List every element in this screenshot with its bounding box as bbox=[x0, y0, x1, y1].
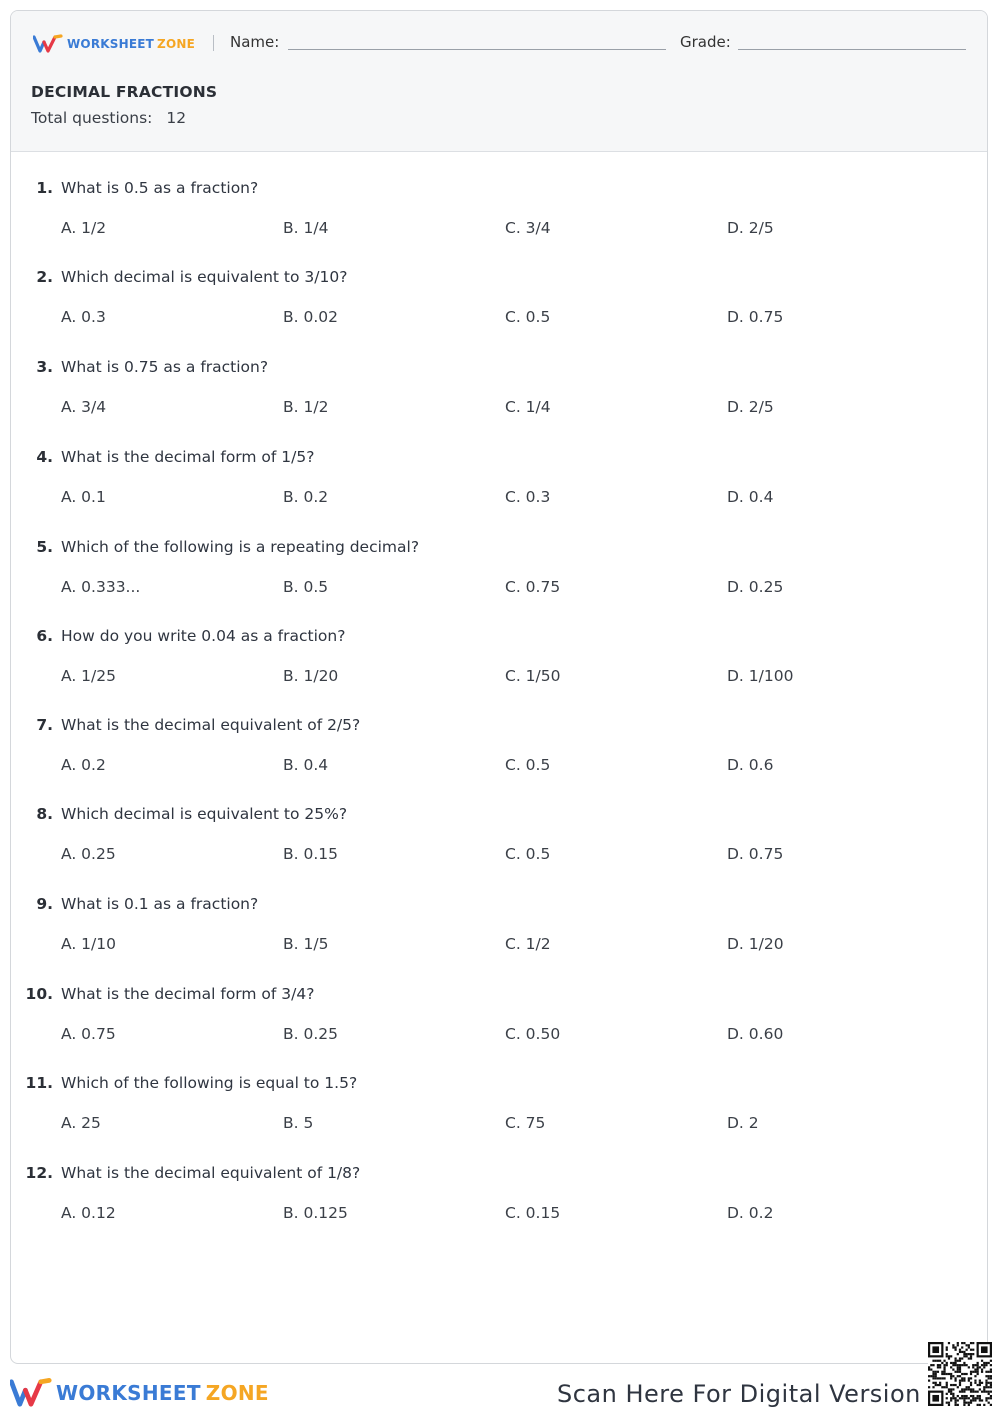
name-label: Name: bbox=[230, 33, 280, 51]
question-item bbox=[11, 358, 988, 438]
question-number: 3. bbox=[36, 358, 53, 376]
answer-option-d[interactable]: D. 2 bbox=[727, 1114, 759, 1132]
total-questions-value: 12 bbox=[166, 109, 187, 127]
answer-option-a[interactable]: A. 3/4 bbox=[61, 398, 107, 416]
answer-option-b[interactable]: B. 0.02 bbox=[283, 308, 338, 326]
answer-option-b[interactable]: B. 1/4 bbox=[283, 219, 329, 237]
question-text: What is the decimal equivalent of 1/8? bbox=[61, 1164, 361, 1182]
answer-option-d[interactable]: D. 2/5 bbox=[727, 219, 774, 237]
question-item bbox=[11, 1074, 988, 1154]
question-number: 8. bbox=[36, 805, 53, 823]
answer-option-c[interactable]: C. 0.15 bbox=[505, 1204, 561, 1222]
answer-option-c[interactable]: C. 0.75 bbox=[505, 578, 561, 596]
answer-option-d[interactable]: D. 0.6 bbox=[727, 756, 774, 774]
question-number: 6. bbox=[36, 627, 53, 645]
question-number: 1. bbox=[36, 179, 53, 197]
answer-option-a[interactable]: A. 0.2 bbox=[61, 756, 106, 774]
question-item bbox=[11, 538, 988, 618]
answer-option-a[interactable]: A. 0.333... bbox=[61, 578, 141, 596]
question-text: What is the decimal equivalent of 2/5? bbox=[61, 716, 361, 734]
w-logo-icon bbox=[33, 34, 63, 54]
question-text: What is 0.1 as a fraction? bbox=[61, 895, 259, 913]
answer-option-d[interactable]: D. 0.25 bbox=[727, 578, 784, 596]
answer-option-a[interactable]: A. 0.1 bbox=[61, 488, 106, 506]
answer-option-b[interactable]: B. 1/2 bbox=[283, 398, 329, 416]
answer-option-c[interactable]: C. 0.3 bbox=[505, 488, 551, 506]
question-text: Which decimal is equivalent to 3/10? bbox=[61, 268, 348, 286]
question-item bbox=[11, 179, 988, 259]
answer-option-b[interactable]: B. 0.4 bbox=[283, 756, 329, 774]
brand-name-part1: WORKSHEET bbox=[67, 37, 155, 51]
answer-option-b[interactable]: B. 1/20 bbox=[283, 667, 339, 685]
answer-option-d[interactable]: D. 2/5 bbox=[727, 398, 774, 416]
answer-option-a[interactable]: A. 0.12 bbox=[61, 1204, 116, 1222]
answer-option-a[interactable]: A. 1/10 bbox=[61, 935, 116, 953]
question-number: 9. bbox=[36, 895, 53, 913]
answer-option-b[interactable]: B. 1/5 bbox=[283, 935, 329, 953]
answer-option-c[interactable]: C. 0.5 bbox=[505, 845, 551, 863]
question-item bbox=[11, 1164, 988, 1244]
answer-option-b[interactable]: B. 0.5 bbox=[283, 578, 329, 596]
answer-option-d[interactable]: D. 1/20 bbox=[727, 935, 784, 953]
question-item bbox=[11, 448, 988, 528]
answer-option-a[interactable]: A. 0.3 bbox=[61, 308, 106, 326]
question-text: What is the decimal form of 3/4? bbox=[61, 985, 315, 1003]
question-number: 7. bbox=[36, 716, 53, 734]
footer-brand-part1: WORKSHEET bbox=[56, 1381, 201, 1405]
question-number: 12. bbox=[25, 1164, 53, 1182]
answer-option-c[interactable]: C. 75 bbox=[505, 1114, 546, 1132]
qr-code-icon[interactable] bbox=[928, 1342, 992, 1406]
answer-option-d[interactable]: D. 0.75 bbox=[727, 845, 784, 863]
total-questions-label: Total questions: bbox=[31, 109, 153, 127]
answer-option-c[interactable]: C. 1/4 bbox=[505, 398, 551, 416]
question-number: 5. bbox=[36, 538, 53, 556]
question-item bbox=[11, 268, 988, 348]
footer-brand-logo bbox=[10, 1376, 269, 1410]
answer-option-c[interactable]: C. 1/2 bbox=[505, 935, 551, 953]
answer-option-c[interactable]: C. 3/4 bbox=[505, 219, 551, 237]
answer-option-b[interactable]: B. 0.25 bbox=[283, 1025, 338, 1043]
answer-option-c[interactable]: C. 0.50 bbox=[505, 1025, 561, 1043]
answer-option-a[interactable]: A. 0.25 bbox=[61, 845, 116, 863]
answer-option-a[interactable]: A. 1/2 bbox=[61, 219, 107, 237]
answer-option-a[interactable]: A. 25 bbox=[61, 1114, 101, 1132]
brand-logo bbox=[33, 33, 195, 55]
footer-brand-part2: ZONE bbox=[205, 1381, 269, 1405]
logo-divider bbox=[213, 35, 214, 51]
question-text: How do you write 0.04 as a fraction? bbox=[61, 627, 346, 645]
question-text: Which of the following is a repeating decimal? bbox=[61, 538, 420, 556]
answer-option-d[interactable]: D. 1/100 bbox=[727, 667, 794, 685]
grade-label: Grade: bbox=[680, 33, 731, 51]
answer-option-d[interactable]: D. 0.75 bbox=[727, 308, 784, 326]
answer-option-c[interactable]: C. 0.5 bbox=[505, 756, 551, 774]
answer-option-c[interactable]: C. 0.5 bbox=[505, 308, 551, 326]
scan-text: Scan Here For Digital Version bbox=[557, 1380, 921, 1408]
answer-option-d[interactable]: D. 0.60 bbox=[727, 1025, 784, 1043]
answer-option-b[interactable]: B. 0.2 bbox=[283, 488, 329, 506]
worksheet-title: DECIMAL FRACTIONS bbox=[31, 83, 218, 101]
question-number: 4. bbox=[36, 448, 53, 466]
question-text: What is 0.5 as a fraction? bbox=[61, 179, 259, 197]
question-text: Which decimal is equivalent to 25%? bbox=[61, 805, 348, 823]
question-number: 2. bbox=[36, 268, 53, 286]
answer-option-b[interactable]: B. 0.15 bbox=[283, 845, 338, 863]
question-text: What is 0.75 as a fraction? bbox=[61, 358, 269, 376]
question-number: 10. bbox=[25, 985, 53, 1003]
question-text: Which of the following is equal to 1.5? bbox=[61, 1074, 358, 1092]
question-item bbox=[11, 627, 988, 707]
total-questions bbox=[31, 109, 186, 127]
brand-name-part2: ZONE bbox=[157, 37, 195, 51]
question-item bbox=[11, 805, 988, 885]
question-number: 11. bbox=[25, 1074, 53, 1092]
answer-option-d[interactable]: D. 0.2 bbox=[727, 1204, 774, 1222]
answer-option-b[interactable]: B. 0.125 bbox=[283, 1204, 348, 1222]
worksheet-header bbox=[11, 11, 987, 152]
question-text: What is the decimal form of 1/5? bbox=[61, 448, 315, 466]
name-field[interactable] bbox=[288, 49, 666, 50]
w-logo-icon bbox=[10, 1377, 52, 1409]
answer-option-d[interactable]: D. 0.4 bbox=[727, 488, 774, 506]
answer-option-b[interactable]: B. 5 bbox=[283, 1114, 314, 1132]
question-item bbox=[11, 716, 988, 796]
question-item bbox=[11, 895, 988, 975]
answer-option-a[interactable]: A. 0.75 bbox=[61, 1025, 116, 1043]
question-item bbox=[11, 985, 988, 1065]
answer-option-a[interactable]: A. 1/25 bbox=[61, 667, 116, 685]
grade-field[interactable] bbox=[738, 49, 966, 50]
answer-option-c[interactable]: C. 1/50 bbox=[505, 667, 561, 685]
worksheet-sheet bbox=[10, 10, 988, 1364]
